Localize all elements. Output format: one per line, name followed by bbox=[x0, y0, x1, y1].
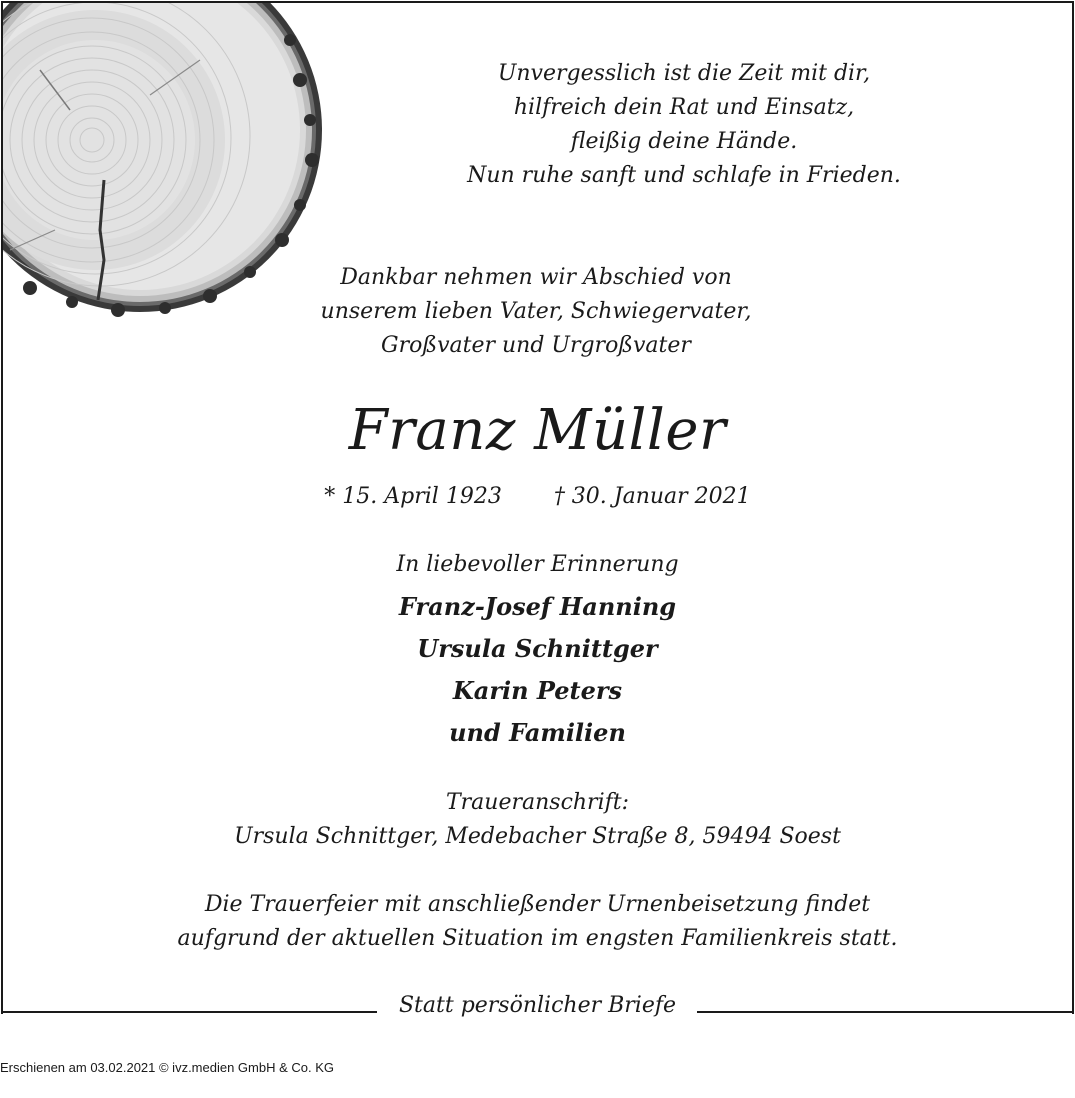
life-dates bbox=[0, 484, 1075, 509]
birth-date: * 15. April 1923 bbox=[324, 484, 502, 509]
mourner-4: und Familien bbox=[449, 718, 626, 747]
tree-slice-icon bbox=[0, 0, 330, 330]
address-label: Traueranschrift: bbox=[445, 790, 630, 815]
address-value: Ursula Schnittger, Medebacher Straße 8, 59494 Soest bbox=[234, 824, 841, 849]
intro-line-2: unserem lieben Vater, Schwiegervater, bbox=[320, 299, 752, 324]
poem-line-4: Nun ruhe sanft und schlafe in Frieden. bbox=[467, 163, 901, 188]
memory-label: In liebevoller Erinnerung bbox=[396, 552, 679, 577]
ceremony-line-1: Die Trauerfeier mit anschließender Urnenbeisetzung findet bbox=[204, 892, 871, 917]
poem-line-2: hilfreich dein Rat und Einsatz, bbox=[513, 95, 855, 120]
deceased-name: Franz Müller bbox=[348, 398, 727, 463]
death-date: † 30. Januar 2021 bbox=[553, 484, 751, 509]
publication-footer: Erschienen am 03.02.2021 © ivz.medien GmbH & Co. KG bbox=[0, 1060, 335, 1075]
mourner-2: Ursula Schnittger bbox=[417, 634, 658, 663]
letters-note: Statt persönlicher Briefe bbox=[398, 993, 677, 1018]
mourner-3: Karin Peters bbox=[452, 676, 623, 705]
ceremony-line-2: aufgrund der aktuellen Situation im engsten Familienkreis statt. bbox=[177, 926, 898, 951]
poem-line-1: Unvergesslich ist die Zeit mit dir, bbox=[497, 61, 871, 86]
intro-line-1: Dankbar nehmen wir Abschied von bbox=[340, 265, 732, 290]
mourner-1: Franz-Josef Hanning bbox=[398, 592, 677, 621]
intro-line-3: Großvater und Urgroßvater bbox=[381, 333, 691, 358]
poem-line-3: fleißig deine Hände. bbox=[570, 129, 798, 154]
